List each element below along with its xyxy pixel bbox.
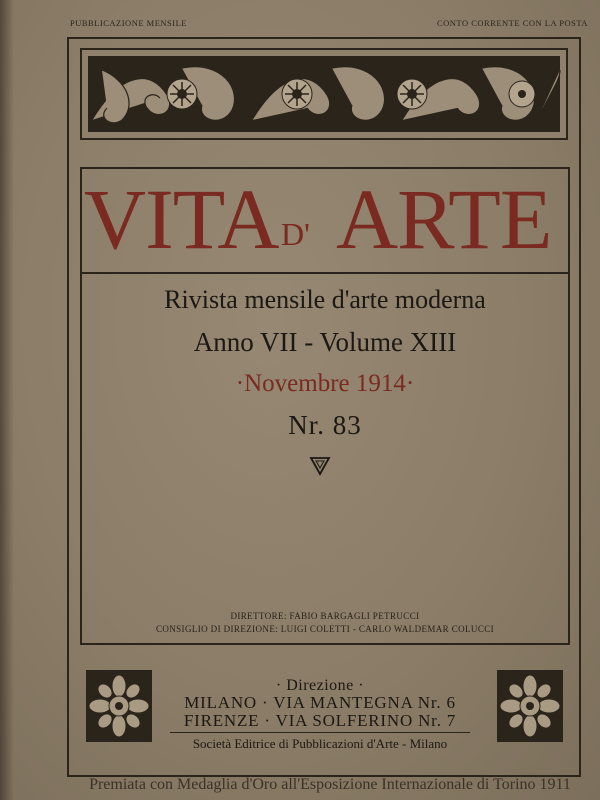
address-milano: MILANO · VIA MANTEGNA Nr. 6: [184, 693, 456, 712]
triangle-ornament-icon: [309, 455, 331, 477]
rosette-icon: [499, 672, 561, 740]
volume-line: Anno VII - Volume XIII: [193, 327, 457, 357]
masthead-vita: VITA: [84, 171, 279, 267]
board-credit: CONSIGLIO DI DIREZIONE: LUIGI COLETTI - CARLO WALDEMAR COLUCCI: [155, 624, 495, 634]
publisher-divider: [170, 732, 470, 733]
issue-number: Nr. 83: [288, 410, 362, 440]
acanthus-ornament-band: [80, 48, 568, 140]
rosette-icon: [88, 672, 150, 740]
postal-account-label: CONTO CORRENTE CON LA POSTA: [436, 18, 588, 28]
masthead: [84, 171, 570, 276]
rosette-ornament-left: [86, 670, 152, 742]
award-footer: Premiata con Medaglia d'Oro all'Esposizione Internazionale di Torino 1911: [89, 776, 571, 793]
publication-frequency-label: PUBBLICAZIONE MENSILE: [70, 18, 187, 28]
spine-shadow: [0, 0, 14, 800]
direzione-heading: · Direzione ·: [275, 677, 365, 694]
address-firenze: FIRENZE · VIA SOLFERINO Nr. 7: [183, 711, 457, 730]
masthead-d: D': [281, 216, 310, 252]
publisher-name: Società Editrice di Pubblicazioni d'Arte - Milano: [192, 736, 448, 751]
rosette-ornament-right: [497, 670, 563, 742]
masthead-arte: ARTE: [336, 171, 552, 267]
subtitle: Rivista mensile d'arte moderna: [164, 285, 486, 314]
director-credit: DIRETTORE: FABIO BARGAGLI PETRUCCI: [230, 611, 420, 621]
acanthus-scroll-icon: [82, 50, 566, 138]
issue-date: ·Novembre 1914·: [235, 370, 415, 397]
